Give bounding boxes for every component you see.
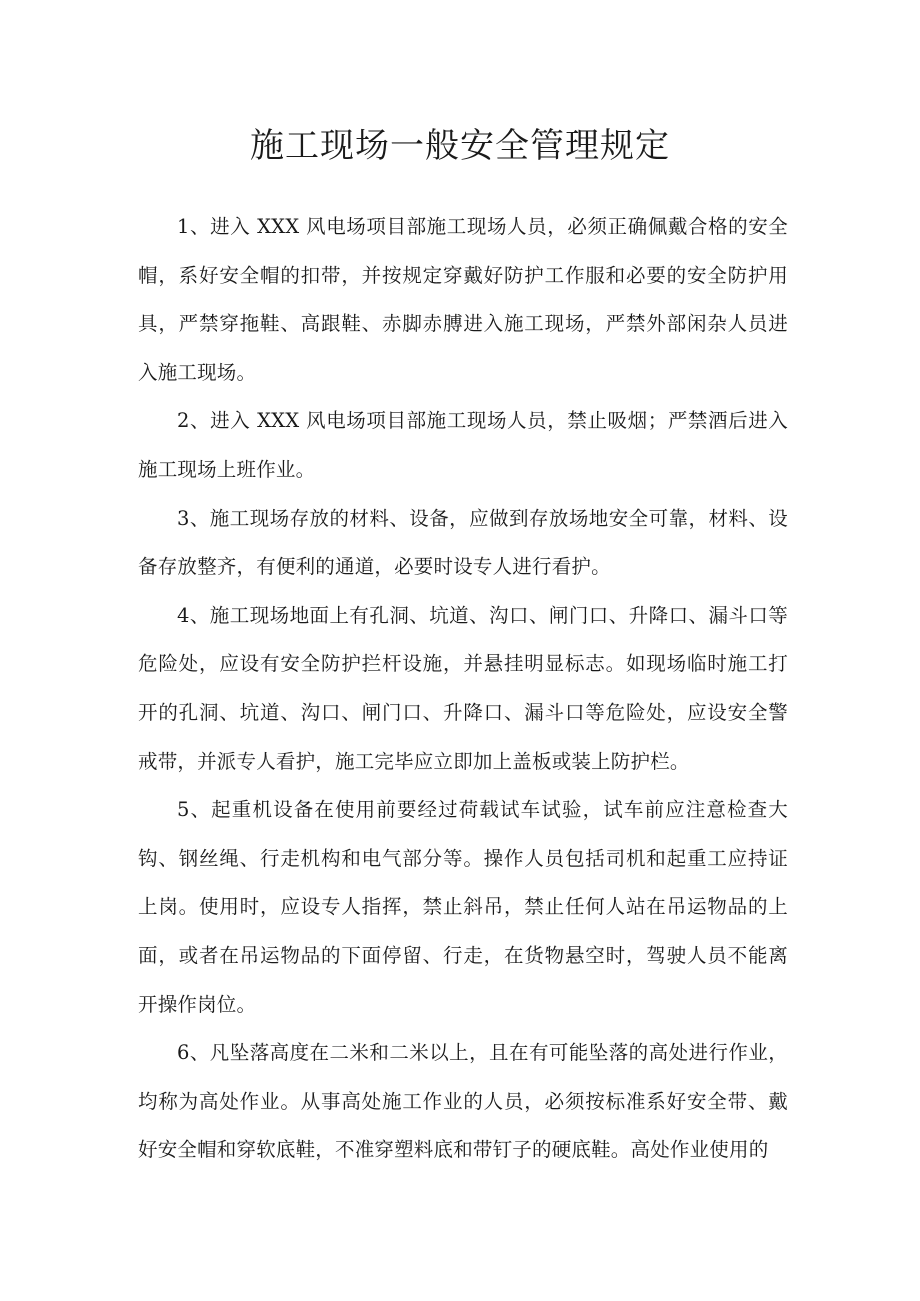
- paragraph-6: 6、凡坠落高度在二米和二米以上，且在有可能坠落的高处进行作业，均称为高处作业。从事高处施工作业的人员，必须按标准系好安全带、戴好安全帽和穿软底鞋，不准穿塑料底和带钉子的硬底鞋。高处作业使用的: [138, 1041, 788, 1162]
- paragraph-4: 4、施工现场地面上有孔洞、坑道、沟口、闸门口、升降口、漏斗口等危险处，应设有安全防护拦杆设施，并悬挂明显标志。如现场临时施工打开的孔洞、坑道、沟口、闸门口、升降口、漏斗口等危险处，应设安全警戒带，并派专人看护，施工完毕应立即加上盖板或装上防护栏。: [138, 603, 788, 773]
- paragraph-5: 5、起重机设备在使用前要经过荷载试车试验，试车前应注意检查大钩、钢丝绳、行走机构和电气部分等。操作人员包括司机和起重工应持证上岗。使用时，应设专人指挥，禁止斜吊，禁止任何人站在吊运物品的上面，或者在吊运物品的下面停留、行走，在货物悬空时，驾驶人员不能离开操作岗位。: [138, 798, 788, 1016]
- paragraph-2: 2、进入 XXX 风电场项目部施工现场人员，禁止吸烟；严禁酒后进入施工现场上班作业。: [138, 409, 788, 481]
- paragraph-3: 3、施工现场存放的材料、设备，应做到存放场地安全可靠，材料、设备存放整齐，有便利的通道，必要时设专人进行看护。: [138, 506, 788, 579]
- paragraph-1: 1、进入 XXX 风电场项目部施工现场人员，必须正确佩戴合格的安全帽，系好安全帽的扣带，并按规定穿戴好防护工作服和必要的安全防护用具，严禁穿拖鞋、高跟鞋、赤脚赤膊进入施工现场，严禁外部闲杂人员进入施工现场。: [138, 215, 788, 384]
- document-title: 施工现场一般安全管理规定: [250, 126, 670, 166]
- document-body: [138, 203, 788, 1175]
